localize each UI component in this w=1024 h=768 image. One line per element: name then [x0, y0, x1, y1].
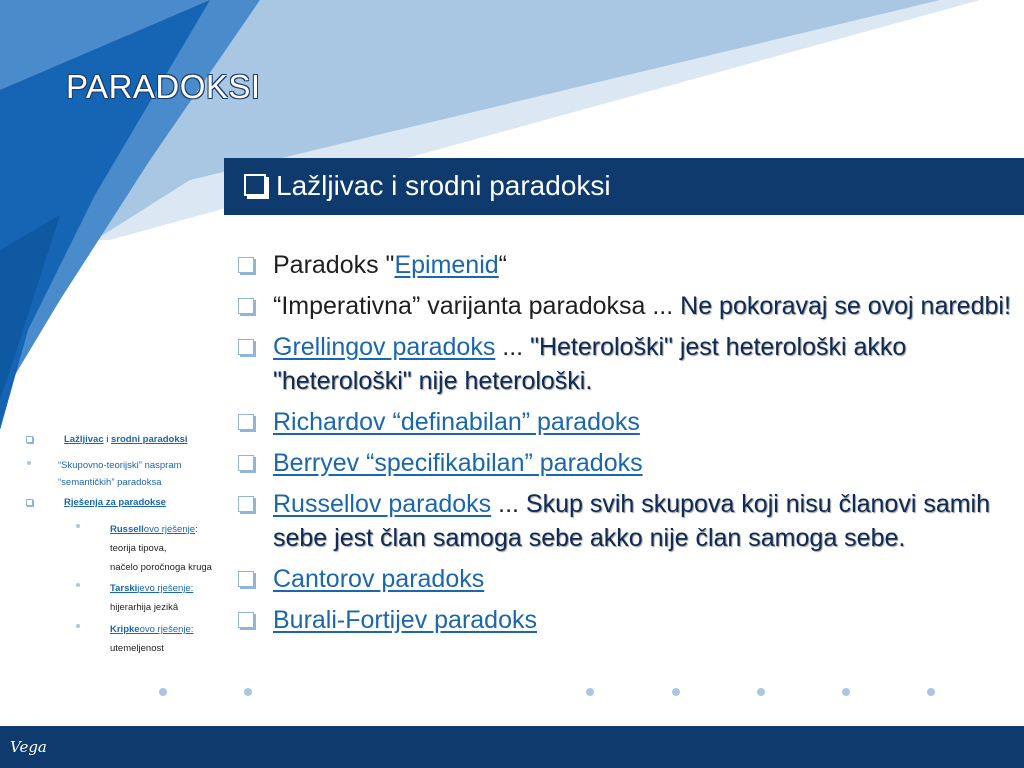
footer-brand: Vega — [10, 738, 47, 756]
sidebar-link-kripke[interactable]: Kripke — [110, 624, 140, 635]
dot-bullet-icon — [76, 624, 80, 628]
sidebar-link-srodni[interactable]: srodni paradoksi — [111, 434, 188, 445]
grelling-quote: "Heterološki" jest heterološki akko "heterološki" nije heterološki. — [273, 333, 907, 395]
subtitle-bar — [224, 158, 1024, 215]
cantor-link[interactable]: Cantorov paradoks — [273, 565, 485, 593]
checkbox-bullet-icon — [238, 257, 254, 273]
berry-link[interactable]: Berryev “specifikabilan” paradoks — [273, 449, 643, 477]
epimenid-link[interactable]: Epimenid — [394, 251, 499, 279]
decorative-dot — [927, 688, 935, 696]
decorative-dot — [757, 688, 765, 696]
subtitle-text — [244, 170, 611, 202]
checkbox-bullet-icon — [238, 298, 254, 314]
decorative-dot — [586, 688, 594, 696]
list-item-cantor — [236, 562, 1016, 596]
list-item-russell: Russellov paradoks ... Skup svih skupova koji nisu članovi samih sebe jest član samoga sebe akko nije član samoga sebe. — [236, 487, 1016, 555]
list-item-berry — [236, 446, 1016, 480]
list-item-richard — [236, 405, 1016, 439]
decorative-dot — [244, 688, 252, 696]
sidebar-link-russell[interactable]: Russell — [110, 524, 144, 535]
checkbox-bullet-icon — [238, 612, 254, 628]
checkbox-bullet-icon — [238, 571, 254, 587]
dot-bullet-icon — [27, 461, 31, 465]
checkbox-bullet-icon — [238, 414, 254, 430]
checkbox-bullet-icon — [238, 339, 254, 355]
sidebar-link-lazljivac[interactable]: Lažljivac — [64, 434, 104, 445]
dot-bullet-icon — [76, 583, 80, 587]
decorative-dot — [672, 688, 680, 696]
imperativna-quote: Ne pokoravaj se ovoj naredbi! — [680, 292, 1011, 320]
grelling-link[interactable]: Grellingov paradoks — [273, 333, 496, 361]
list-item-imperativna: “Imperativna” varijanta paradoksa ... Ne pokoravaj se ovoj naredbi! — [236, 289, 1016, 323]
sidebar-link-skupovno[interactable]: “Skupovno-teorijski” naspram “semantičkih” paradoksa — [58, 460, 182, 488]
footer-bar — [0, 726, 1024, 768]
list-item-epimenid: Paradoks "Epimenid“ — [236, 248, 1016, 282]
richard-link[interactable]: Richardov “definabilan” paradoks — [273, 408, 640, 436]
list-item-burali — [236, 603, 1016, 637]
checkbox-bullet-icon — [238, 496, 254, 512]
burali-link[interactable]: Burali-Fortijev paradoks — [273, 606, 537, 634]
russell-link[interactable]: Russellov paradoks — [273, 490, 492, 518]
sidebar-link-tarski[interactable]: Tarski — [110, 583, 138, 594]
main-list — [236, 248, 1016, 644]
checkbox-bullet-icon — [26, 436, 33, 443]
checkbox-bullet-icon — [26, 499, 33, 506]
checkbox-bullet-icon — [238, 455, 254, 471]
russell-quote: Skup svih skupova koji nisu članovi samih sebe jest član samoga sebe akko nije član samoga sebe. — [273, 490, 991, 552]
decorative-dot — [842, 688, 850, 696]
list-item-grelling: Grellingov paradoks ... "Heterološki" jest heterološki akko "heterološki" nije heterološki. — [236, 330, 1016, 398]
slide-title: PARADOKSI — [66, 68, 261, 105]
dot-bullet-icon — [76, 524, 80, 528]
checkbox-bullet-icon — [244, 174, 266, 196]
sidebar-link-rjesenja[interactable]: Rješenja za paradokse — [64, 497, 166, 508]
subtitle-label: Lažljivac i srodni paradoksi — [276, 170, 611, 201]
decorative-dot — [159, 688, 167, 696]
